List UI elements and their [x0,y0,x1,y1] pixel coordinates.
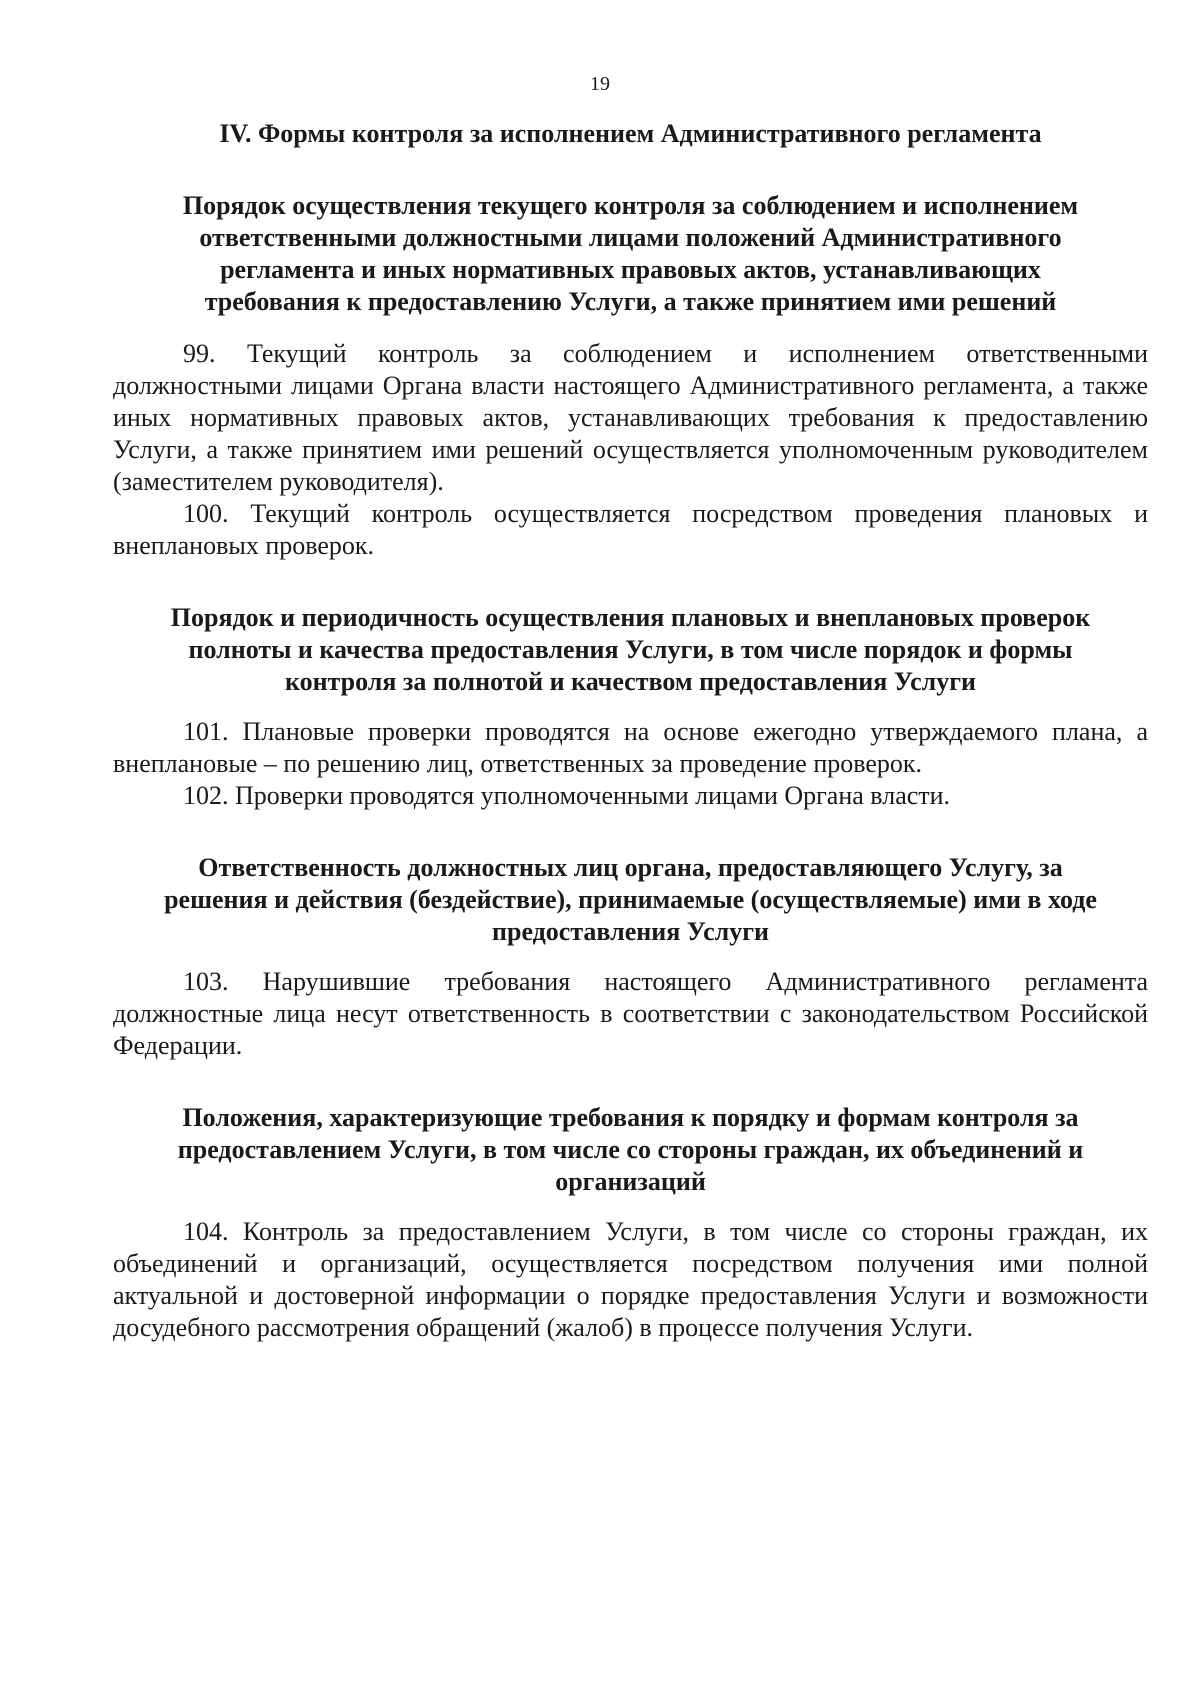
heading-line: Положения, характеризующие требования к порядку и формам контроля за [182,1103,1079,1132]
heading-line: организаций [555,1167,706,1196]
heading-line: предоставлением Услуги, в том числе со стороны граждан, их объединений и [177,1135,1084,1164]
heading-line: Порядок осуществления текущего контроля за соблюдением и исполнением [182,191,1079,220]
heading-line: решения и действия (бездействие), принимаемые (осуществляемые) ими в ходе [164,885,1097,914]
section-heading [113,852,1148,948]
paragraph-100: 100. Текущий контроль осуществляется посредством проведения плановых и внеплановых проверок. [113,499,1148,560]
section-responsibility [113,852,1148,1062]
section-heading [113,602,1148,698]
heading-line: полноты и качества предоставления Услуги, в том числе порядок и формы [188,635,1073,664]
heading-line: предоставления Услуги [492,917,769,946]
heading-line: Порядок и периодичность осуществления плановых и внеплановых проверок [170,603,1091,632]
paragraph-104: 104. Контроль за предоставлением Услуги, в том числе со стороны граждан, их объединений и организаций, осуществляется посредством получения ими полной актуальной и достоверной информации о порядке предоставления Услуги и возможности досудебного рассмотрения обращений (жалоб) в процессе получения Услуги. [113,1217,1148,1342]
page-number: 19 [590,73,610,95]
section-inspections [113,602,1148,812]
chapter-title: IV. Формы контроля за исполнением Административного регламента [219,119,1042,148]
paragraph-103: 103. Нарушившие требования настоящего Административного регламента должностные лица несут ответственность в соответствии с законодательством Российской Федерации. [113,967,1148,1060]
heading-line: Ответственность должностных лиц органа, предоставляющего Услугу, за [198,853,1063,882]
section-current-control [113,190,1148,562]
document-body [113,118,1148,1384]
section-heading [113,190,1148,318]
paragraph-102: 102. Проверки проводятся уполномоченными лицами Органа власти. [183,781,951,810]
heading-line: ответственными должностными лицами положений Административного [199,223,1062,252]
heading-line: требования к предоставлению Услуги, а также принятием ими решений [204,287,1057,316]
section-public-control [113,1102,1148,1344]
heading-line: контроля за полнотой и качеством предоставления Услуги [284,667,977,696]
paragraph-101: 101. Плановые проверки проводятся на основе ежегодно утверждаемого плана, а внеплановые – по решению лиц, ответственных за проведение проверок. [113,717,1148,778]
heading-line: регламента и иных нормативных правовых актов, устанавливающих [220,255,1041,284]
paragraph-99: 99. Текущий контроль за соблюдением и исполнением ответственными должностными лицами Органа власти настоящего Административного регламента, а также иных нормативных правовых актов, устанавливающих требования к предоставлению Услуги, а также принятием ими решений осуществляется уполномоченным руководителем (заместителем руководителя). [113,339,1148,496]
section-heading [113,1102,1148,1198]
